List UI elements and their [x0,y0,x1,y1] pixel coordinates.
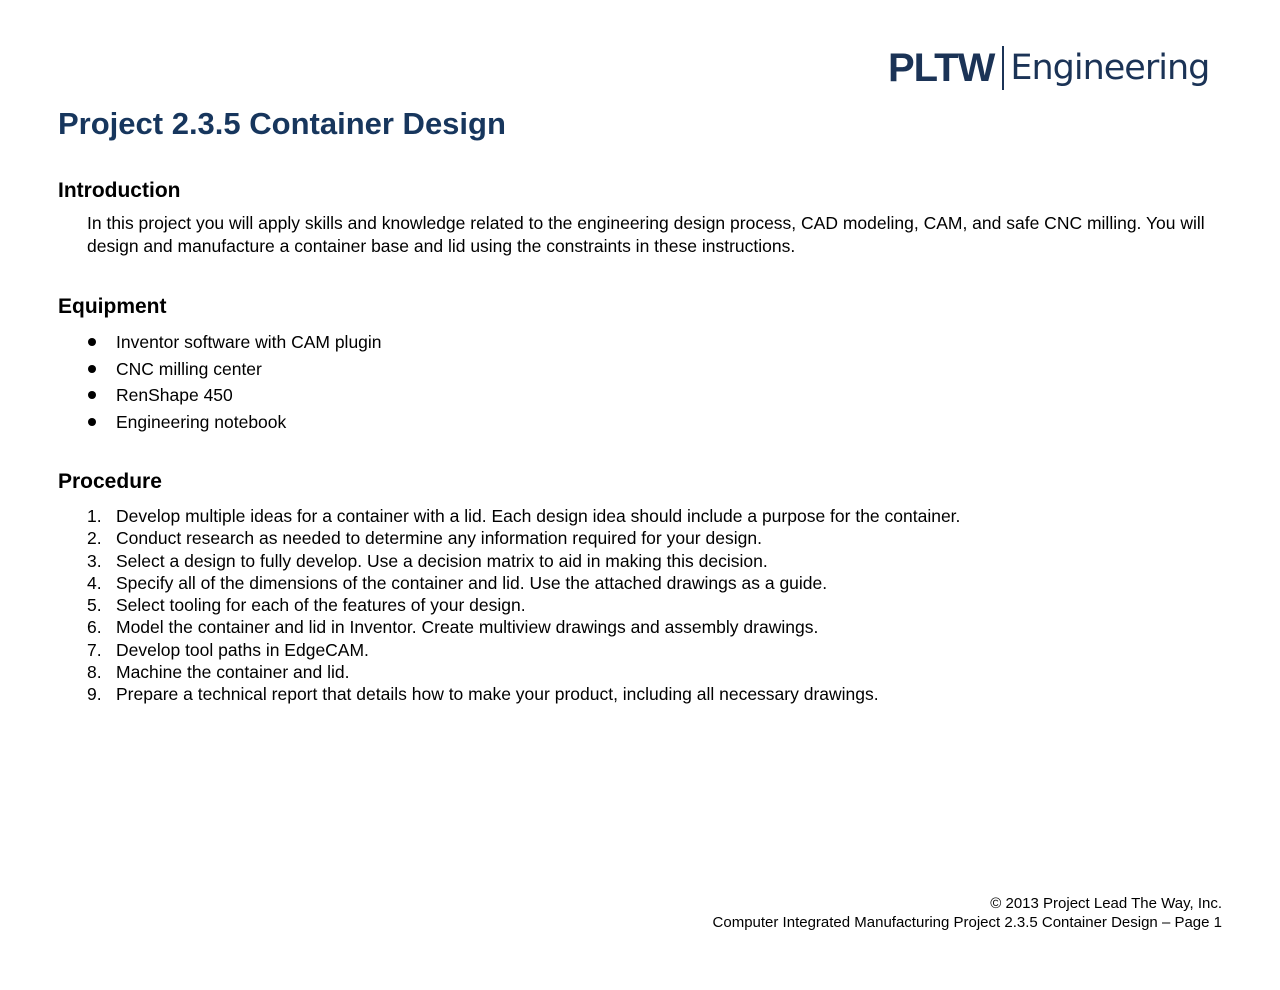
step-number: 7. [87,639,102,660]
step-number: 6. [87,617,102,638]
step-number: 1. [87,506,102,526]
step-text: Select a design to fully develop. Use a decision matrix to aid in making this decision. [116,550,768,571]
equipment-item-text: RenShape 450 [116,385,233,406]
procedure-step [87,572,960,594]
procedure-step [87,661,960,683]
equipment-item [87,356,382,383]
step-text: Machine the container and lid. [116,662,350,683]
step-text: Develop tool paths in EdgeCAM. [116,639,369,660]
equipment-list [87,329,382,435]
equipment-item-text: CNC milling center [116,358,262,379]
bullet-icon [88,365,96,373]
procedure-step [87,639,960,661]
step-number: 5. [87,595,102,616]
introduction-text: In this project you will apply skills and knowledge related to the engineering design process, CAD modeling, CAM, and safe CNC milling. You will design and manufacture a container base and lid using the constraints in these instructions. [87,213,1205,256]
logo-program: Engineering [1010,48,1210,88]
step-number: 9. [87,684,102,705]
equipment-item [87,409,382,436]
procedure-step [87,527,960,549]
step-number: 2. [87,528,102,549]
bullet-icon [88,391,96,399]
introduction-heading: Introduction [58,179,181,202]
equipment-heading: Equipment [58,295,167,318]
equipment-item [87,382,382,409]
step-text: Prepare a technical report that details how to make your product, including all necessary drawings. [116,684,879,705]
equipment-item-text: Engineering notebook [116,411,287,432]
page-footer [713,894,1222,932]
step-text: Conduct research as needed to determine any information required for your design. [116,528,762,549]
procedure-heading: Procedure [58,470,162,493]
page-title: Project 2.3.5 Container Design [58,106,506,141]
procedure-step [87,683,960,705]
footer-copyright: © 2013 Project Lead The Way, Inc. [990,895,1222,912]
bullet-icon [88,418,96,426]
bullet-icon [88,338,96,346]
footer-page-info: Computer Integrated Manufacturing Project 2.3.5 Container Design – Page 1 [712,914,1222,931]
logo-brand: PLTW [888,46,995,90]
procedure-list [87,505,960,706]
logo-divider [1002,46,1004,90]
step-text: Model the container and lid in Inventor. Create multiview drawings and assembly drawings. [116,617,819,638]
pltw-engineering-logo [888,44,1209,92]
step-text: Develop multiple ideas for a container with a lid. Each design idea should include a purpose for the container. [116,506,961,526]
step-number: 3. [87,550,102,571]
equipment-item-text: Inventor software with CAM plugin [116,332,382,352]
equipment-item [87,329,382,356]
step-number: 4. [87,572,102,593]
procedure-step [87,550,960,572]
procedure-step [87,505,960,527]
step-text: Specify all of the dimensions of the container and lid. Use the attached drawings as a guide. [116,572,828,593]
step-text: Select tooling for each of the features of your design. [116,595,526,616]
step-number: 8. [87,662,102,683]
procedure-step [87,616,960,638]
procedure-step [87,594,960,616]
